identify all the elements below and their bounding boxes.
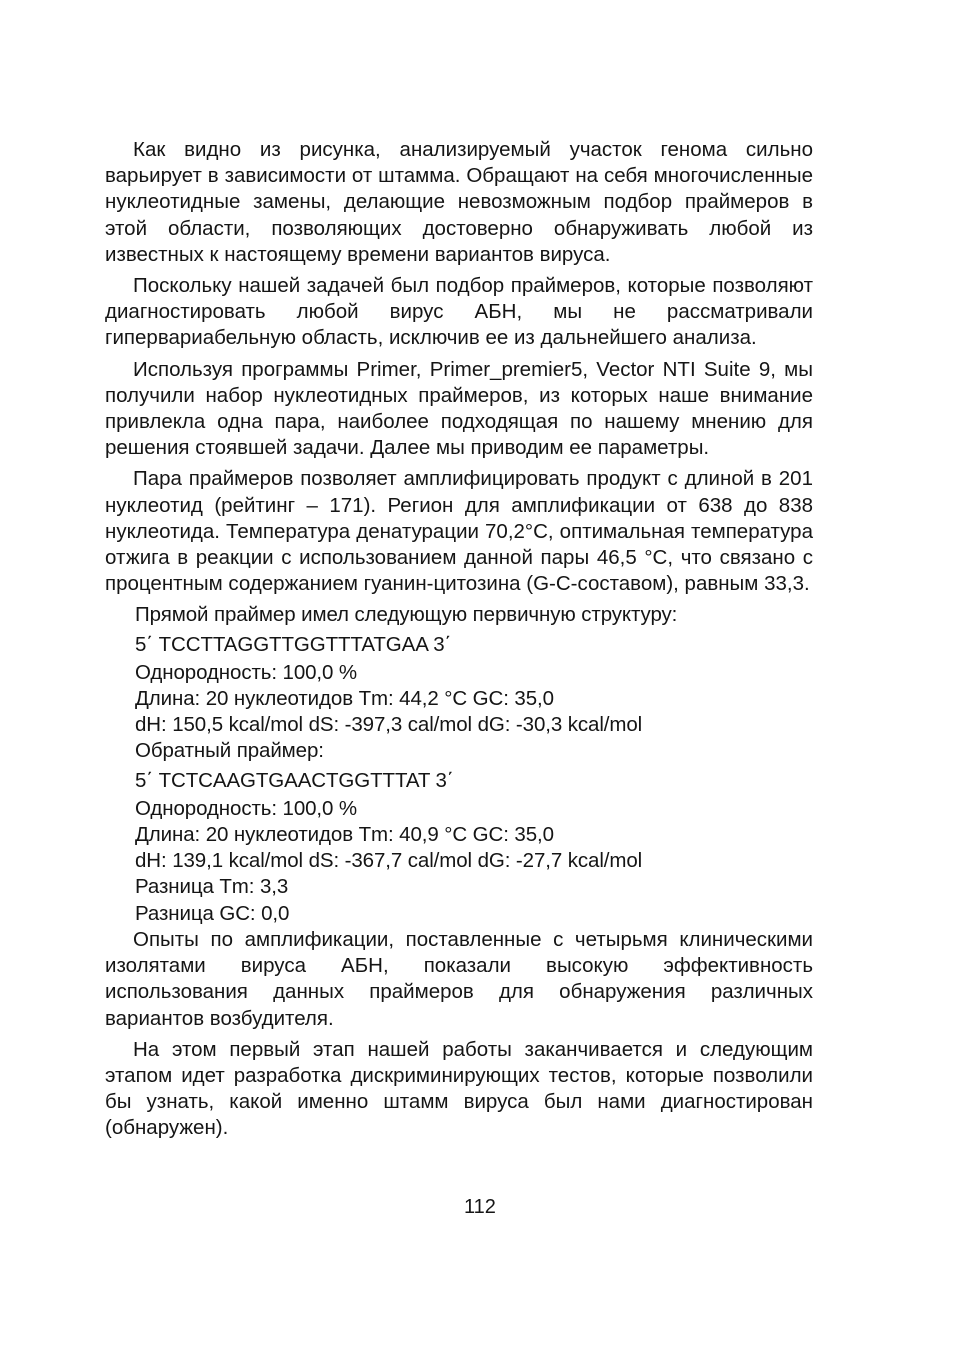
paragraph-task: Поскольку нашей задачей был подбор праймеров, которые позволяют диагностировать любой вирус АБН, мы не рассматривали гипервариабельную область, исключив ее из дальнейшего анализа. [105, 274, 813, 350]
reverse-primer-block [105, 738, 813, 926]
page-number: 112 [464, 1196, 496, 1218]
reverse-primer-homogeneity: Однородность: 100,0 % [135, 796, 358, 820]
reverse-primer-sequence: 5΄ TCTCAAGTGAACTGGTTTAT 3΄ [135, 768, 454, 792]
reverse-primer-length: Длина: 20 нуклеотидов Tm: 40,9 °С GC: 35,0 [135, 823, 554, 847]
paragraph-next-stage: На этом первый этап нашей работы заканчивается и следующим этапом идет разработка дискриминирующих тестов, которые позволили бы узнать, какой именно штамм вируса был нами диагностирован (обнаружен). [105, 1037, 813, 1140]
forward-primer-thermo: dH: 150,5 kcal/mol dS: -397,3 cal/mol dG: -30,3 kcal/mol [135, 713, 643, 737]
forward-primer-block [105, 602, 813, 738]
paragraph-software: Используя программы Primer, Primer_premier5, Vector NTI Suite 9, мы получили набор нуклеотидных праймеров, из которых наше внимание привлекла одна пара, наиболее подходящая по нашему мнению для решения стоявшей задачи. Далее мы приводим ее параметры. [105, 357, 813, 460]
difference-tm: Разница Tm: 3,3 [135, 875, 289, 899]
forward-primer-intro: Прямой праймер имел следующую первичную структуру: [135, 603, 678, 627]
forward-primer-length: Длина: 20 нуклеотидов Tm: 44,2 °С GC: 35,0 [135, 687, 554, 711]
reverse-primer-thermo: dH: 139,1 kcal/mol dS: -367,7 cal/mol dG: -27,7 kcal/mol [135, 849, 643, 873]
paragraph-genome-variation: Как видно из рисунка, анализируемый участок генома сильно варьирует в зависимости от штамма. Обращают на себя многочисленные нуклеотидные замены, делающие невозможным подбор праймеров в этой области, позволяющих достоверно обнаруживать любой из известных к настоящему времени вариантов вируса. [105, 138, 813, 266]
reverse-primer-intro: Обратный праймер: [135, 739, 324, 763]
paragraph-experiments: Опыты по амплификации, поставленные с четырьмя клиническими изолятами вируса АБН, показали высокую эффективность использования данных праймеров для обнаружения различных вариантов возбудителя. [105, 927, 813, 1030]
document-page [105, 137, 813, 1147]
difference-gc: Разница GC: 0,0 [135, 901, 290, 925]
paragraph-primer-pair: Пара праймеров позволяет амплифицировать продукт с длиной в 201 нуклеотид (рейтинг – 171). Регион для амплификации от 638 до 838 нуклеотида. Температура денатурации 70,2°С, оптимальная температура отжига в реакции с использованием данной пары 46,5 °С, что связано с процентным содержанием гуанин-цитозина (G-C-составом), равным 33,3. [105, 467, 813, 596]
forward-primer-homogeneity: Однородность: 100,0 % [135, 660, 358, 684]
forward-primer-sequence: 5΄ TCCTTAGGTTGGTTTATGAA 3΄ [135, 632, 452, 656]
